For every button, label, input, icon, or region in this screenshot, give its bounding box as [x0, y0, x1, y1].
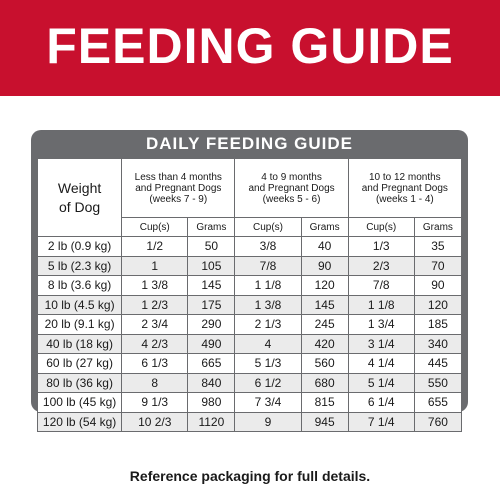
cups-cell: 3 1/4 [348, 334, 414, 354]
feeding-table [37, 158, 462, 432]
cups-cell: 1 3/4 [348, 315, 414, 335]
grams-cell: 680 [301, 373, 348, 393]
table-row [38, 295, 462, 315]
grams-cell: 145 [301, 295, 348, 315]
cups-cell: 6 1/3 [122, 354, 188, 374]
table-row [38, 237, 462, 257]
weight-cell: 8 lb (3.6 kg) [38, 276, 122, 296]
cups-cell: 2/3 [348, 256, 414, 276]
cups-cell: 1 1/8 [235, 276, 301, 296]
table-row [38, 373, 462, 393]
group-header [122, 159, 235, 218]
group-header-line: and Pregnant Dogs [361, 182, 448, 194]
grams-header: Grams [188, 218, 235, 237]
grams-cell: 665 [188, 354, 235, 374]
grams-cell: 445 [414, 354, 461, 374]
table-row [38, 412, 462, 432]
grams-cell: 290 [188, 315, 235, 335]
weight-header-line: Weight [57, 179, 102, 196]
cups-cell: 6 1/4 [348, 393, 414, 413]
table-row [38, 276, 462, 296]
grams-cell: 245 [301, 315, 348, 335]
grams-cell: 815 [301, 393, 348, 413]
cups-cell: 7/8 [235, 256, 301, 276]
grams-cell: 145 [188, 276, 235, 296]
cups-cell: 1 3/8 [122, 276, 188, 296]
weight-header [38, 159, 122, 237]
cups-cell: 4 2/3 [122, 334, 188, 354]
weight-cell: 10 lb (4.5 kg) [38, 295, 122, 315]
cups-cell: 1 [122, 256, 188, 276]
grams-cell: 840 [188, 373, 235, 393]
group-header-line: 10 to 12 months [368, 171, 441, 183]
table-row [38, 256, 462, 276]
cups-header: Cup(s) [122, 218, 188, 237]
weight-cell: 80 lb (36 kg) [38, 373, 122, 393]
cups-cell: 7 1/4 [348, 412, 414, 432]
cups-cell: 1 3/8 [235, 295, 301, 315]
cups-cell: 4 1/4 [348, 354, 414, 374]
table-row [38, 315, 462, 335]
guide-title: DAILY FEEDING GUIDE [146, 133, 353, 153]
grams-cell: 90 [414, 276, 461, 296]
group-header-line: Less than 4 months [134, 171, 222, 183]
cups-cell: 7 3/4 [235, 393, 301, 413]
cups-cell: 1 1/8 [348, 295, 414, 315]
page-title: FEEDING GUIDE [46, 18, 454, 74]
grams-cell: 35 [414, 237, 461, 257]
grams-cell: 1120 [188, 412, 235, 432]
weight-cell: 60 lb (27 kg) [38, 354, 122, 374]
table-row [38, 354, 462, 374]
cups-cell: 1/3 [348, 237, 414, 257]
cups-cell: 9 1/3 [122, 393, 188, 413]
grams-cell: 490 [188, 334, 235, 354]
cups-cell: 2 1/3 [235, 315, 301, 335]
group-header [235, 159, 348, 218]
feeding-guide-panel [31, 130, 468, 429]
cups-cell: 3/8 [235, 237, 301, 257]
group-header-line: and Pregnant Dogs [248, 182, 335, 194]
grams-cell: 105 [188, 256, 235, 276]
grams-header: Grams [301, 218, 348, 237]
grams-cell: 175 [188, 295, 235, 315]
weight-cell: 20 lb (9.1 kg) [38, 315, 122, 335]
grams-cell: 980 [188, 393, 235, 413]
grams-cell: 340 [414, 334, 461, 354]
grams-cell: 185 [414, 315, 461, 335]
cups-cell: 5 1/4 [348, 373, 414, 393]
grams-cell: 120 [414, 295, 461, 315]
grams-cell: 70 [414, 256, 461, 276]
cups-cell: 9 [235, 412, 301, 432]
group-header-line: 4 to 9 months [261, 171, 322, 183]
grams-cell: 120 [301, 276, 348, 296]
cups-cell: 10 2/3 [122, 412, 188, 432]
table-row [38, 393, 462, 413]
cups-cell: 8 [122, 373, 188, 393]
cups-cell: 1 2/3 [122, 295, 188, 315]
cups-cell: 5 1/3 [235, 354, 301, 374]
header-banner [0, 0, 500, 96]
cups-cell: 1/2 [122, 237, 188, 257]
grams-cell: 945 [301, 412, 348, 432]
grams-cell: 50 [188, 237, 235, 257]
cups-cell: 6 1/2 [235, 373, 301, 393]
grams-cell: 420 [301, 334, 348, 354]
weight-cell: 40 lb (18 kg) [38, 334, 122, 354]
cups-cell: 4 [235, 334, 301, 354]
grams-cell: 560 [301, 354, 348, 374]
weight-cell: 120 lb (54 kg) [38, 412, 122, 432]
group-header-line: (weeks 1 - 4) [375, 193, 434, 205]
grams-cell: 40 [301, 237, 348, 257]
group-header [348, 159, 461, 218]
grams-cell: 655 [414, 393, 461, 413]
cups-header: Cup(s) [348, 218, 414, 237]
weight-cell: 5 lb (2.3 kg) [38, 256, 122, 276]
grams-cell: 90 [301, 256, 348, 276]
grams-cell: 760 [414, 412, 461, 432]
weight-cell: 100 lb (45 kg) [38, 393, 122, 413]
group-header-line: (weeks 5 - 6) [262, 193, 321, 205]
cups-header: Cup(s) [235, 218, 301, 237]
footer-note: Reference packaging for full details. [129, 468, 371, 484]
group-header-line: (weeks 7 - 9) [149, 193, 208, 205]
cups-cell: 7/8 [348, 276, 414, 296]
table-row [38, 334, 462, 354]
weight-header-line: of Dog [58, 198, 101, 215]
group-header-line: and Pregnant Dogs [135, 182, 222, 194]
grams-cell: 550 [414, 373, 461, 393]
weight-cell: 2 lb (0.9 kg) [38, 237, 122, 257]
cups-cell: 2 3/4 [122, 315, 188, 335]
grams-header: Grams [414, 218, 461, 237]
